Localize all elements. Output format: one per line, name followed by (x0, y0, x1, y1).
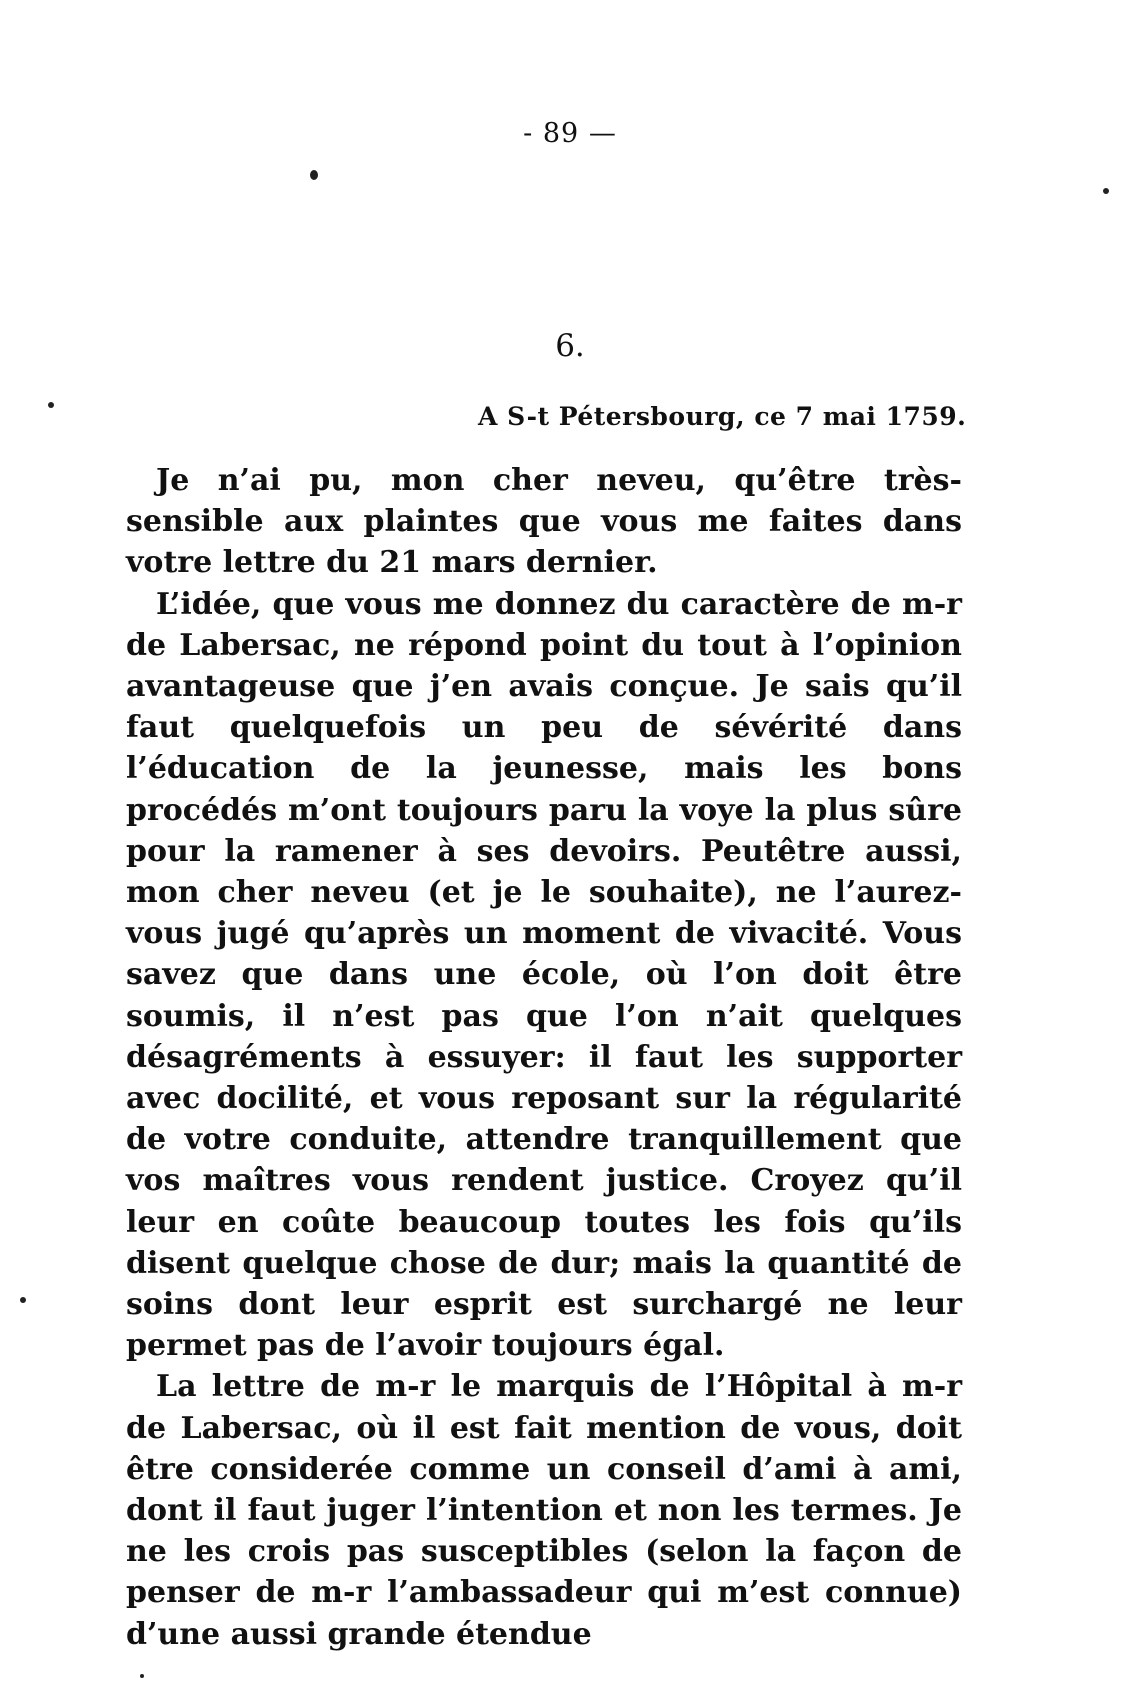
paragraph-1: Je n’ai pu, mon cher neveu, qu’être très-sensible aux plaintes que vous me faites dans votre lettre du 21 mars dernier. (126, 463, 962, 581)
page-number-header: - 89 — (523, 118, 617, 149)
scan-speck (20, 1297, 26, 1303)
scan-speck (140, 1674, 144, 1678)
letter-body (126, 460, 962, 1655)
scan-speck (310, 170, 318, 180)
paragraph-2: L’idée, que vous me donnez du caractère de m-r de Labersac, ne répond point du tout à l’opinion avantageuse que j’en avais conçue. Je sais qu’il faut quelquefois un peu de sévérité dans l’éducation de la jeunesse, mais les bons procédés m’ont toujours paru la voye la plus sûre pour la ramener à ses devoirs. Peutêtre aussi, mon cher neveu (et je le souhaite), ne l’aurez-vous jugé qu’après un moment de vivacité. Vous savez que dans une école, où l’on doit être soumis, il n’est pas que l’on n’ait quelques désagréments à essuyer: il faut les supporter avec docilité, et vous reposant sur la régularité de votre conduite, attendre tranquillement que vos maîtres vous rendent justice. Croyez qu’il leur en coûte beaucoup toutes les fois qu’ils disent quelque chose de dur; mais la quantité de soins dont leur esprit est surchargé ne leur permet pas de l’avoir toujours égal. (126, 586, 962, 1364)
paragraph-3: La lettre de m-r le marquis de l’Hôpital à m-r de Labersac, où il est fait mention de vous, doit être considerée comme un conseil d’ami à ami, dont il faut juger l’intention et non les termes. Je ne les crois pas susceptibles (selon la façon de penser de m-r l’ambassadeur qui m’est connue) d’une aussi grande étendue (126, 1369, 962, 1652)
letter-number: 6. (555, 328, 585, 364)
scan-speck (1103, 188, 1109, 194)
letter-dateline: A S-t Pétersbourg, ce 7 mai 1759. (478, 402, 967, 431)
scan-speck (48, 402, 54, 408)
